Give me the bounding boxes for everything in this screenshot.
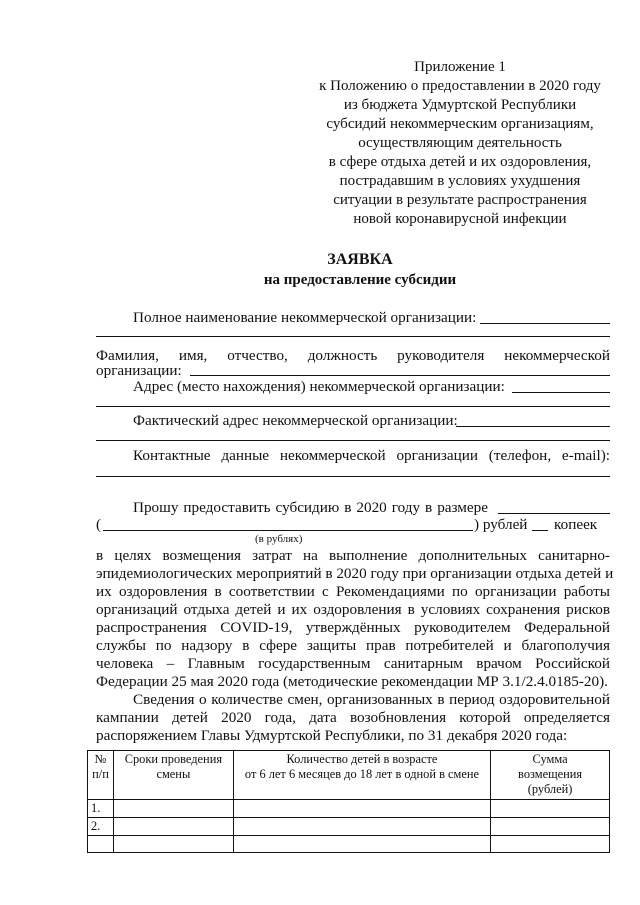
address-label: Адрес (место нахождения) некоммерческой организации: bbox=[133, 378, 505, 395]
sum-cell[interactable] bbox=[491, 800, 610, 818]
address-blank-2[interactable] bbox=[96, 406, 610, 407]
request-body-line: Федерации 25 мая 2020 года (методические рекомендации МР 3.1/2.4.0185-20). bbox=[96, 673, 608, 690]
children-cell[interactable] bbox=[233, 836, 490, 853]
table-row bbox=[88, 836, 610, 853]
dates-cell[interactable] bbox=[113, 818, 233, 836]
col-sum-header bbox=[491, 751, 610, 800]
col-children-header bbox=[233, 751, 490, 800]
header-text: возмещения bbox=[518, 767, 583, 781]
document-subtitle: на предоставление субсидии bbox=[263, 272, 457, 288]
head-label-line2: организации: bbox=[96, 362, 182, 379]
kopecks-label: копеек bbox=[554, 516, 598, 533]
header-text: п/п bbox=[92, 767, 109, 781]
request-body-line: в целях возмещения затрат на выполнение дополнительных санитарно- bbox=[96, 547, 610, 564]
row-number: 2. bbox=[88, 818, 114, 836]
header-text: (рублей) bbox=[527, 782, 573, 796]
full-name-blank[interactable] bbox=[480, 323, 610, 324]
col-number-header bbox=[88, 751, 114, 800]
actual-address-blank-2[interactable] bbox=[96, 440, 610, 441]
appendix-line: осуществляющим деятельность bbox=[358, 135, 562, 151]
appendix-line: из бюджета Удмуртской Республики bbox=[343, 97, 577, 113]
appendix-line: субсидий некоммерческим организациям, bbox=[326, 116, 594, 132]
shifts-table bbox=[87, 750, 610, 853]
open-paren: ( bbox=[96, 516, 102, 533]
request-body-line: человека – Главным государственным санитарным врачом Российской bbox=[96, 655, 610, 672]
header-text: от 6 лет 6 месяцев до 18 лет в одной в смене bbox=[244, 767, 480, 781]
header-text: № bbox=[94, 752, 107, 766]
dates-cell[interactable] bbox=[113, 836, 233, 853]
appendix-line: новой коронавирусной инфекции bbox=[353, 211, 567, 227]
header-text: смены bbox=[156, 767, 191, 781]
table-row bbox=[88, 818, 610, 836]
rubles-label: ) рублей bbox=[474, 516, 528, 533]
request-body-line: службы по надзору в сфере защиты прав потребителей и благополучия bbox=[96, 637, 610, 654]
info-line: кампании детей 2020 года, дата возобновления которой определяется bbox=[96, 709, 610, 726]
kopecks-blank[interactable] bbox=[532, 530, 548, 531]
actual-address-label: Фактический адрес некоммерческой организации: bbox=[133, 412, 458, 429]
row-number bbox=[88, 836, 114, 853]
table-row bbox=[88, 800, 610, 818]
appendix-line: к Положению о предоставлении в 2020 году bbox=[319, 78, 601, 94]
appendix-line: ситуации в результате распространения bbox=[333, 192, 587, 208]
info-line: Сведения о количестве смен, организованных в период оздоровительной bbox=[133, 691, 610, 708]
header-text: Сроки проведения bbox=[124, 752, 223, 766]
amount-blank[interactable] bbox=[498, 513, 610, 514]
request-line1: Прошу предоставить субсидию в 2020 году в размере bbox=[133, 499, 488, 516]
sum-cell[interactable] bbox=[491, 836, 610, 853]
amount-hint: (в рублях) bbox=[255, 533, 303, 545]
dates-cell[interactable] bbox=[113, 800, 233, 818]
info-line: распоряжением Главы Удмуртской Республики, по 31 декабря 2020 года: bbox=[96, 727, 568, 744]
appendix-line: пострадавшим в условиях ухудшения bbox=[339, 173, 581, 189]
actual-address-blank[interactable] bbox=[456, 426, 610, 427]
document-title: ЗАЯВКА bbox=[327, 251, 393, 268]
request-body-line: распространения COVID-19, утверждённых руководителем Федеральной bbox=[96, 619, 610, 636]
header-text: Количество детей в возрасте bbox=[286, 752, 438, 766]
head-label-line1: Фамилия, имя, отчество, должность руководителя некоммерческой bbox=[96, 347, 610, 364]
head-blank[interactable] bbox=[190, 375, 610, 376]
request-body-line: эпидемиологических мероприятий в 2020 году при организации отдыха детей и bbox=[96, 565, 614, 582]
full-name-blank-2[interactable] bbox=[96, 336, 610, 337]
children-cell[interactable] bbox=[233, 818, 490, 836]
row-number: 1. bbox=[88, 800, 114, 818]
appendix-line: Приложение 1 bbox=[414, 59, 506, 75]
request-body-line: их оздоровления в соответствии с Рекомендациями по организации работы bbox=[96, 583, 610, 600]
header-text: Сумма bbox=[532, 752, 568, 766]
appendix-line: в сфере отдыха детей и их оздоровления, bbox=[328, 154, 592, 170]
address-blank[interactable] bbox=[512, 392, 610, 393]
col-dates-header bbox=[113, 751, 233, 800]
table-header-row bbox=[88, 751, 610, 800]
request-body-line: организаций отдыха детей и их оздоровления в условиях сохранения рисков bbox=[96, 601, 610, 618]
contacts-blank[interactable] bbox=[96, 476, 610, 477]
full-name-label: Полное наименование некоммерческой организации: bbox=[133, 309, 477, 326]
children-cell[interactable] bbox=[233, 800, 490, 818]
sum-cell[interactable] bbox=[491, 818, 610, 836]
contacts-label: Контактные данные некоммерческой организации (телефон, e-mail): bbox=[133, 447, 610, 464]
